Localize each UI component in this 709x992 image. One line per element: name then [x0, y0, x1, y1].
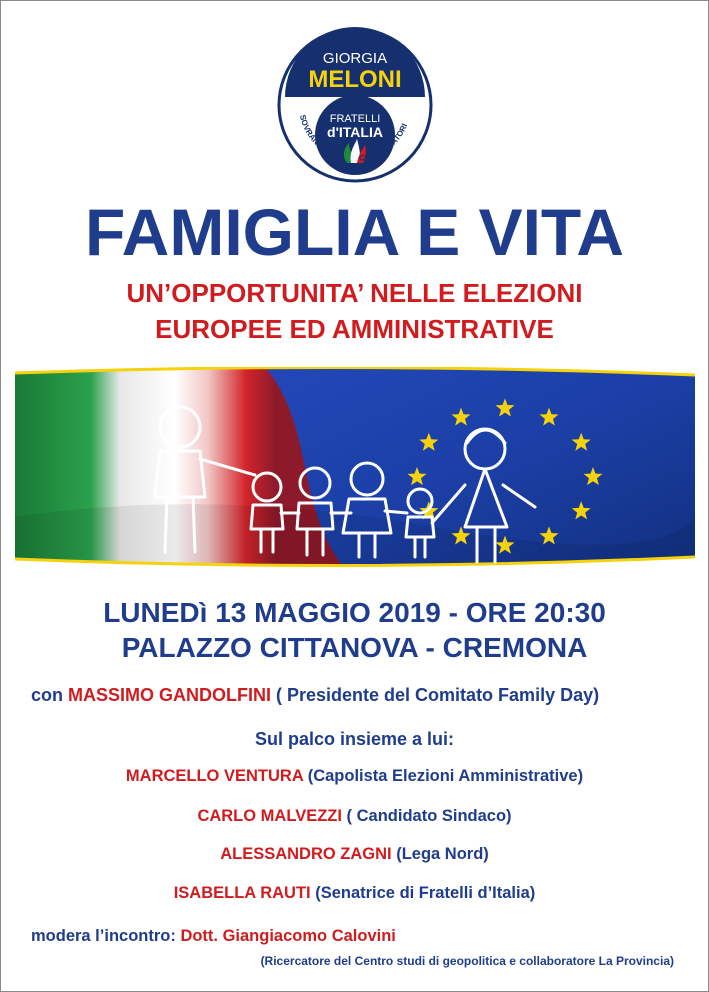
logo-party-line1: FRATELLI — [329, 113, 381, 125]
speaker-name: CARLO MALVEZZI — [197, 807, 342, 825]
logo-top-name: GIORGIA — [322, 50, 388, 67]
speaker-name: ALESSANDRO ZAGNI — [220, 845, 392, 863]
logo-ring-left: SOVRANISTI — [297, 113, 332, 156]
moderator-description: (Ricercatore del Centro studi di geopolitica e collaboratore La Provincia) — [260, 954, 674, 968]
guest-role: ( Presidente del Comitato Family Day) — [271, 685, 600, 705]
party-logo — [277, 27, 433, 183]
stage-intro: Sul palco insieme a lui: — [254, 729, 455, 749]
subtitle-line1: UN’OPPORTUNITA’ NELLE ELEZIONI — [126, 278, 583, 308]
poster-title: FAMIGLIA E VITA — [85, 195, 624, 269]
event-place: PALAZZO CITTANOVA - CREMONA — [121, 632, 588, 663]
speaker-name: ISABELLA RAUTI — [173, 884, 311, 902]
speaker-1 — [1, 766, 708, 786]
speaker-role: (Capolista Elezioni Amministrative) — [303, 767, 584, 785]
speaker-role: (Lega Nord) — [391, 845, 489, 863]
moderator-name: Dott. Giangiacomo Calovini — [180, 927, 396, 945]
speaker-role: ( Candidato Sindaco) — [341, 807, 512, 825]
moderator-line — [31, 926, 396, 946]
speaker-3 — [1, 844, 708, 864]
speaker-2 — [1, 806, 708, 826]
subtitle-line2: EUROPEE ED AMMINISTRATIVE — [155, 314, 554, 344]
logo-main-name: MELONI — [308, 66, 402, 93]
event-date: LUNEDì 13 MAGGIO 2019 - ORE 20:30 — [103, 597, 606, 628]
speaker-name: MARCELLO VENTURA — [125, 767, 304, 785]
guest-line — [31, 685, 599, 705]
guest-name: MASSIMO GANDOLFINI — [68, 685, 272, 705]
logo-party-line2: d'ITALIA — [327, 124, 383, 140]
flags-banner — [15, 367, 695, 569]
logo-ring-right: CONSERVATORI — [358, 122, 410, 163]
moderator-label: modera l’incontro: — [31, 927, 181, 945]
speaker-4 — [1, 883, 708, 903]
speaker-role: (Senatrice di Fratelli d’Italia) — [310, 884, 536, 902]
guest-prefix: con — [31, 685, 69, 705]
